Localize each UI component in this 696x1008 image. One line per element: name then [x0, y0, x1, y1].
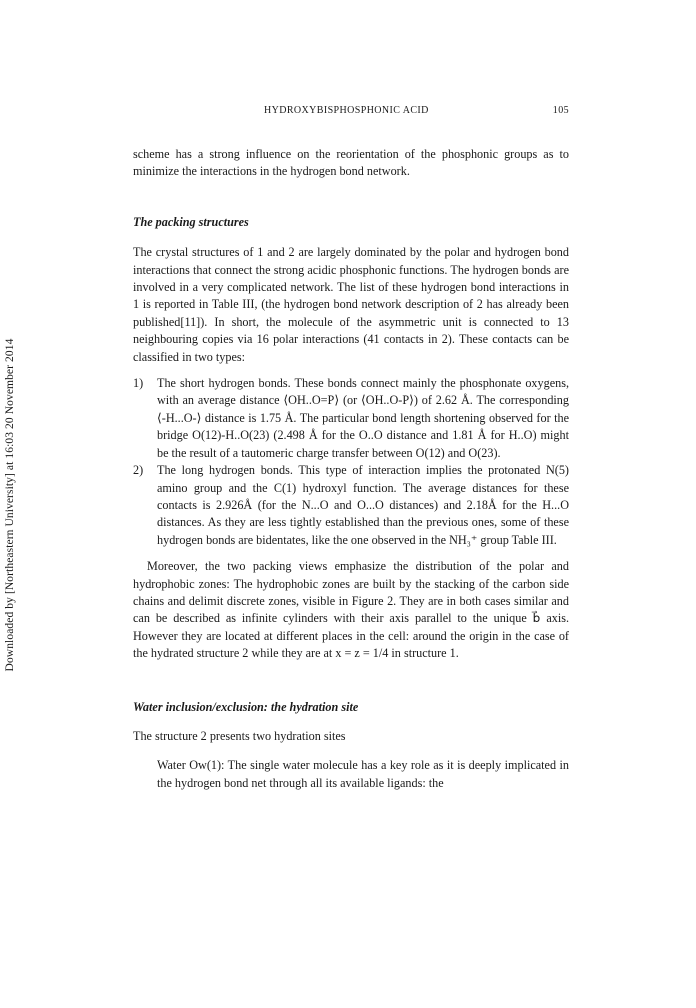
water-paragraph-2: Water Ow(1): The single water molecule has a key role as it is deeply implicated in the hydrogen bond net through all its available ligands: the — [157, 758, 569, 790]
section-heading-packing: The packing structures — [133, 214, 249, 229]
contact-type-list — [133, 375, 569, 549]
list-item-text: The short hydrogen bonds. These bonds connect mainly the phosphonate oxygens, with an average distance ⟨OH..O=P⟩ (or ⟨OH..O-P⟩) of 2.62 Å. The corresponding ⟨-H...O-⟩ distance is 1.75 Å. The particular bond length shortening observed for the bridge O(12)-H..O(23) (2.498 Å for the O..O distance and 1.81 Å for H..O) might be the result of a tautomeric charge transfer between O(12) and O(23). — [157, 376, 569, 460]
list-item-text: The long hydrogen bonds. This type of interaction implies the protonated N(5) amino group and the C(1) hydroxyl function. The average distances for these contacts is 2.926Å (for the N...O and O...O distances) and 2.18Å for the H...O distances. As they are less tightly established than the previous ones, some of these hydrogen bonds are bidentates, like the one observed in the NH₃⁺ group Table III. — [157, 463, 569, 547]
water-paragraph-1: The structure 2 presents two hydration sites — [133, 728, 346, 743]
packing-paragraph-2: Moreover, the two packing views emphasize the distribution of the polar and hydrophobic zones: The hydrophobic zones are built by the stacking of the carbon side chains and delimit discrete zones, visible in Figure 2. They are in both cases similar and can be described as infinite cylinders with their axis parallel to the unique b⃗ axis. However they are located at different places in the cell: around the origin in the case of the hydrated structure 2 while they are at x = z = 1/4 in structure 1. — [133, 559, 569, 661]
list-item — [133, 375, 569, 462]
running-title: HYDROXYBISPHOSPHONIC ACID — [264, 105, 429, 116]
list-item-number: 2) — [133, 463, 144, 478]
list-item — [133, 462, 569, 549]
download-watermark-text: Downloaded by [Northeastern University] at 16:03 20 November 2014 — [4, 338, 16, 672]
section-heading-water: Water inclusion/exclusion: the hydration site — [133, 699, 359, 714]
list-item-number: 1) — [133, 376, 144, 391]
intro-paragraph: scheme has a strong influence on the reorientation of the phosphonic groups as to minimize the interactions in the hydrogen bond network. — [133, 147, 569, 179]
page-body — [133, 146, 569, 792]
packing-paragraph-1: The crystal structures of 1 and 2 are largely dominated by the polar and hydrogen bond interactions that connect the strong acidic phosphonic functions. The hydrogen bonds are involved in a very complicated network. The list of these hydrogen bond interactions in 1 is reported in Table III, (the hydrogen bond network description of 2 has already been published[11]). In short, the molecule of the asymmetric unit is connected to 13 neighbouring copies via 16 polar interactions (41 contacts in 2). These contacts can be classified in two types: — [133, 245, 569, 364]
page-number: 105 — [552, 105, 569, 116]
